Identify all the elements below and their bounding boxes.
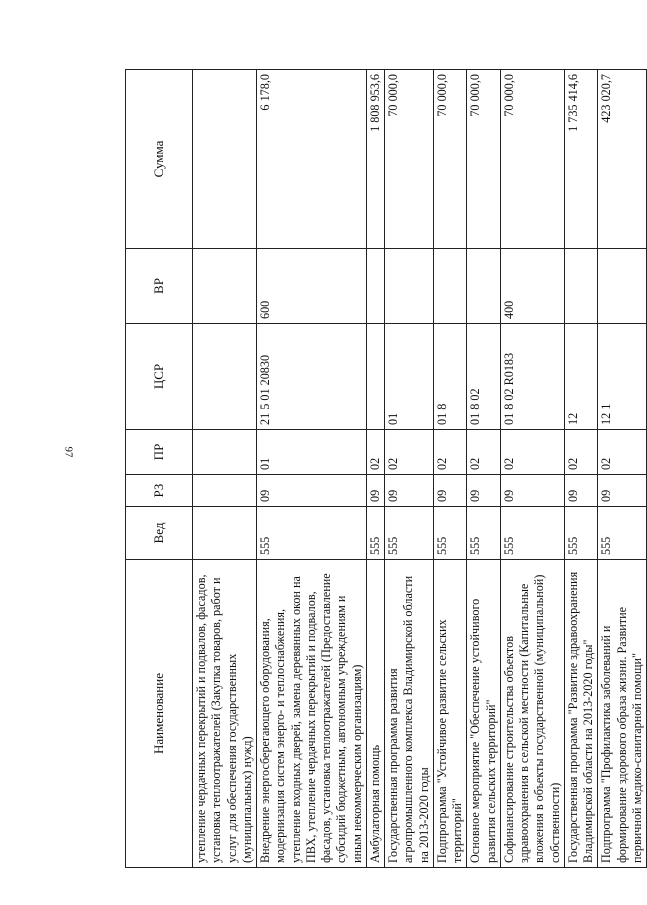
cell-vr xyxy=(467,249,501,324)
cell-ved: 555 xyxy=(366,507,384,560)
cell-csr: 12 1 xyxy=(598,324,647,430)
header-vr: ВР xyxy=(126,249,193,324)
cell-ved: 555 xyxy=(257,507,367,560)
cell-pr: 02 xyxy=(467,430,501,475)
cell-csr xyxy=(366,324,384,430)
cell-vr xyxy=(433,249,467,324)
cell-ved: 555 xyxy=(385,507,434,560)
header-csr: ЦСР xyxy=(126,324,193,430)
cell-vr: 600 xyxy=(257,249,367,324)
cell-pr xyxy=(193,430,257,475)
cell-ved: 555 xyxy=(433,507,467,560)
budget-table xyxy=(125,69,647,868)
cell-name: Подпрограмма "Профилактика заболеваний и формирование здорового образа жизни. Развитие первичной медико-санитарной помощи" xyxy=(598,560,647,868)
cell-sum: 423 020,7 xyxy=(598,70,647,249)
cell-name: Государственная программа "Развитие здравоохранения Владимирской области на 2013-2020 годы" xyxy=(564,560,598,868)
cell-rz: 09 xyxy=(598,475,647,507)
cell-csr: 01 8 02 xyxy=(467,324,501,430)
cell-sum: 6 178,0 xyxy=(257,70,367,249)
cell-vr: 400 xyxy=(500,249,564,324)
cell-pr: 01 xyxy=(257,430,367,475)
cell-rz xyxy=(193,475,257,507)
header-pr: ПР xyxy=(126,430,193,475)
table-row xyxy=(500,70,564,868)
cell-name: Основное мероприятие "Обеспечение устойчивого развития сельских территорий" xyxy=(467,560,501,868)
cell-sum: 70 000,0 xyxy=(433,70,467,249)
cell-sum xyxy=(193,70,257,249)
table-row xyxy=(257,70,367,868)
cell-rz: 09 xyxy=(257,475,367,507)
rotated-table-container xyxy=(125,70,644,868)
header-ved: Вед xyxy=(126,507,193,560)
cell-pr: 02 xyxy=(598,430,647,475)
header-sum: Сумма xyxy=(126,70,193,249)
cell-vr xyxy=(193,249,257,324)
header-rz: РЗ xyxy=(126,475,193,507)
table-header-row xyxy=(126,70,193,868)
cell-name: Софинансирование строительства объектов здравоохранения в сельской местности (Капитальные вложения в объекты государственной (муниципальной) собственности) xyxy=(500,560,564,868)
cell-rz: 09 xyxy=(500,475,564,507)
cell-name: Внедрение энергосберегающего оборудования, модернизация систем энерго- и теплоснабжения, утепление входных дверей, замена деревянных окон на ПВХ, утепление чердачных перекрытий и подвалов, фасадов, установка теплоотражателей (Предоставление субсидий бюджетным, автономным учреждениям и иным некоммерческим организациям) xyxy=(257,560,367,868)
cell-pr: 02 xyxy=(433,430,467,475)
cell-csr: 01 8 02 R0183 xyxy=(500,324,564,430)
cell-ved xyxy=(193,507,257,560)
cell-rz: 09 xyxy=(366,475,384,507)
cell-rz: 09 xyxy=(433,475,467,507)
table-row xyxy=(598,70,647,868)
cell-sum: 1 735 414,6 xyxy=(564,70,598,249)
cell-csr: 12 xyxy=(564,324,598,430)
header-name: Наименование xyxy=(126,560,193,868)
table-row xyxy=(193,70,257,868)
cell-pr: 02 xyxy=(564,430,598,475)
cell-name: Государственная программа развития агропромышленного комплекса Владимирской области на 2013-2020 годы xyxy=(385,560,434,868)
table-row xyxy=(467,70,501,868)
page-number: 97 xyxy=(62,446,75,458)
table-row xyxy=(433,70,467,868)
cell-pr: 02 xyxy=(385,430,434,475)
table-row xyxy=(385,70,434,868)
cell-rz: 09 xyxy=(564,475,598,507)
cell-name: Подпрограмма "Устойчивое развитие сельских территорий" xyxy=(433,560,467,868)
cell-vr xyxy=(366,249,384,324)
table-row xyxy=(366,70,384,868)
cell-rz: 09 xyxy=(385,475,434,507)
cell-csr: 01 8 xyxy=(433,324,467,430)
cell-pr: 02 xyxy=(366,430,384,475)
cell-csr: 21 5 01 20830 xyxy=(257,324,367,430)
cell-sum: 1 808 953,6 xyxy=(366,70,384,249)
cell-ved: 555 xyxy=(598,507,647,560)
cell-vr xyxy=(598,249,647,324)
cell-csr xyxy=(193,324,257,430)
cell-csr: 01 xyxy=(385,324,434,430)
table-row xyxy=(564,70,598,868)
cell-rz: 09 xyxy=(467,475,501,507)
cell-ved: 555 xyxy=(467,507,501,560)
cell-ved: 555 xyxy=(500,507,564,560)
cell-sum: 70 000,0 xyxy=(467,70,501,249)
cell-name: утепление чердачных перекрытий и подвалов, фасадов, установка теплоотражателей (Закупка товаров, работ и услуг для обеспечения государственных (муниципальных) нужд) xyxy=(193,560,257,868)
cell-vr xyxy=(564,249,598,324)
cell-sum: 70 000,0 xyxy=(500,70,564,249)
cell-ved: 555 xyxy=(564,507,598,560)
cell-vr xyxy=(385,249,434,324)
cell-pr: 02 xyxy=(500,430,564,475)
cell-sum: 70 000,0 xyxy=(385,70,434,249)
cell-name: Амбулаторная помощь xyxy=(366,560,384,868)
